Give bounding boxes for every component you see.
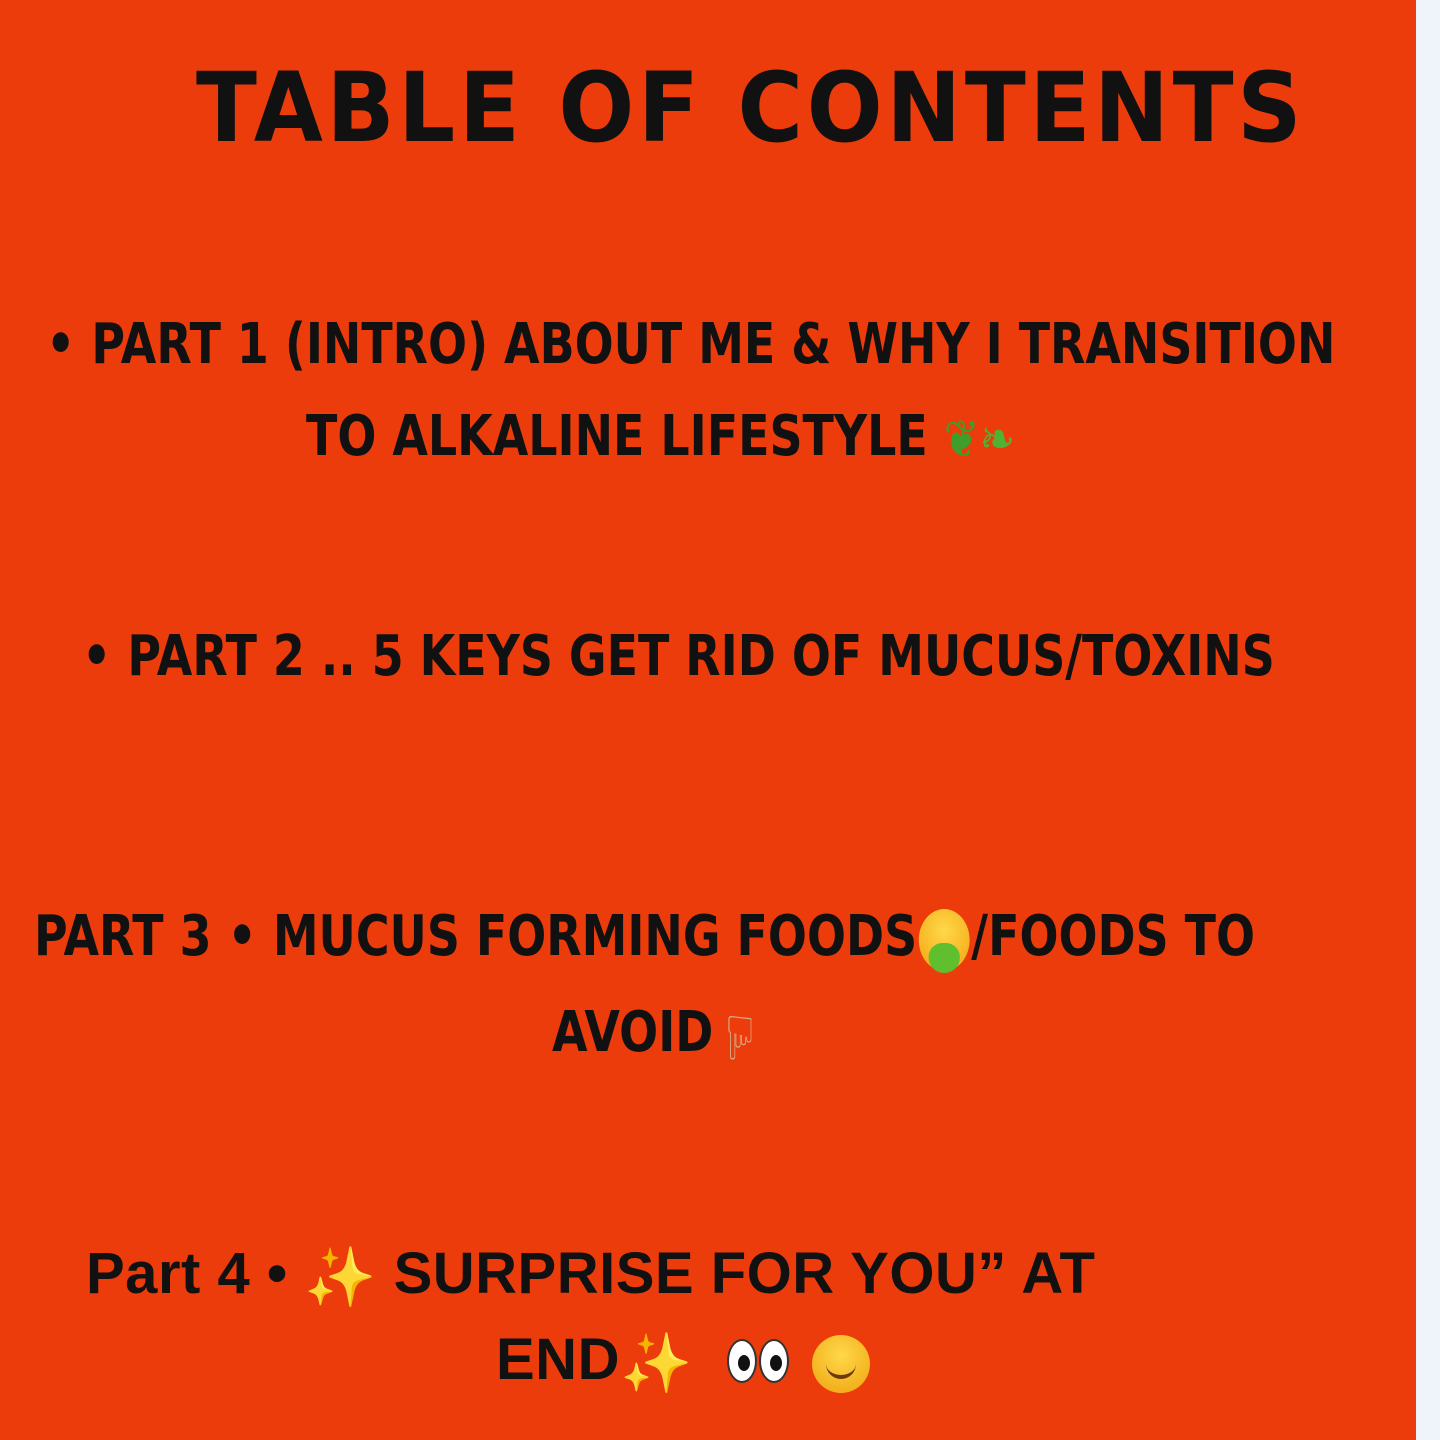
- part-3-text-2: AVOID: [552, 1000, 714, 1065]
- sparkles-icon: ✨: [304, 1244, 377, 1310]
- eyes-icon: [727, 1330, 791, 1397]
- part-1-text-2: TO ALKALINE LIFESTYLE: [306, 404, 928, 469]
- part-4-line-1: [86, 1240, 1095, 1312]
- thumbs-down-icon: ☝: [724, 1000, 755, 1071]
- part-3-text-a: PART 3 • MUCUS FORMING FOODS: [34, 904, 918, 969]
- part-1-line-2: [306, 404, 1015, 470]
- part-2-text: • PART 2 .. 5 KEYS GET RID OF MUCUS/TOXINS: [82, 624, 1275, 689]
- part-4-text-a: Part 4 •: [86, 1241, 288, 1306]
- seedling-icon: ❧: [979, 409, 1016, 470]
- vomiting-face-icon: [919, 909, 970, 971]
- part-4-text-2: END: [496, 1327, 620, 1392]
- part-1-line-1: [46, 312, 1335, 377]
- part-2-line: [82, 624, 1275, 689]
- leaf-fluttering-icon: ❦: [943, 409, 980, 470]
- sparkles-icon: ✨: [619, 1330, 693, 1396]
- part-1-text-1: • PART 1 (INTRO) ABOUT ME & WHY I TRANSITION: [46, 312, 1336, 377]
- part-3-text-b: /FOODS TO: [971, 904, 1256, 969]
- page-title: TABLE OF CONTENTS: [196, 52, 1306, 164]
- part-4-text-b: SURPRISE FOR YOU” AT: [393, 1241, 1096, 1306]
- part-3-line-1: [34, 904, 1255, 971]
- part-4-line-2: [496, 1326, 870, 1398]
- right-edge-strip: [1416, 0, 1440, 1440]
- smiling-face-icon: [812, 1335, 870, 1393]
- part-3-line-2: [552, 1000, 755, 1071]
